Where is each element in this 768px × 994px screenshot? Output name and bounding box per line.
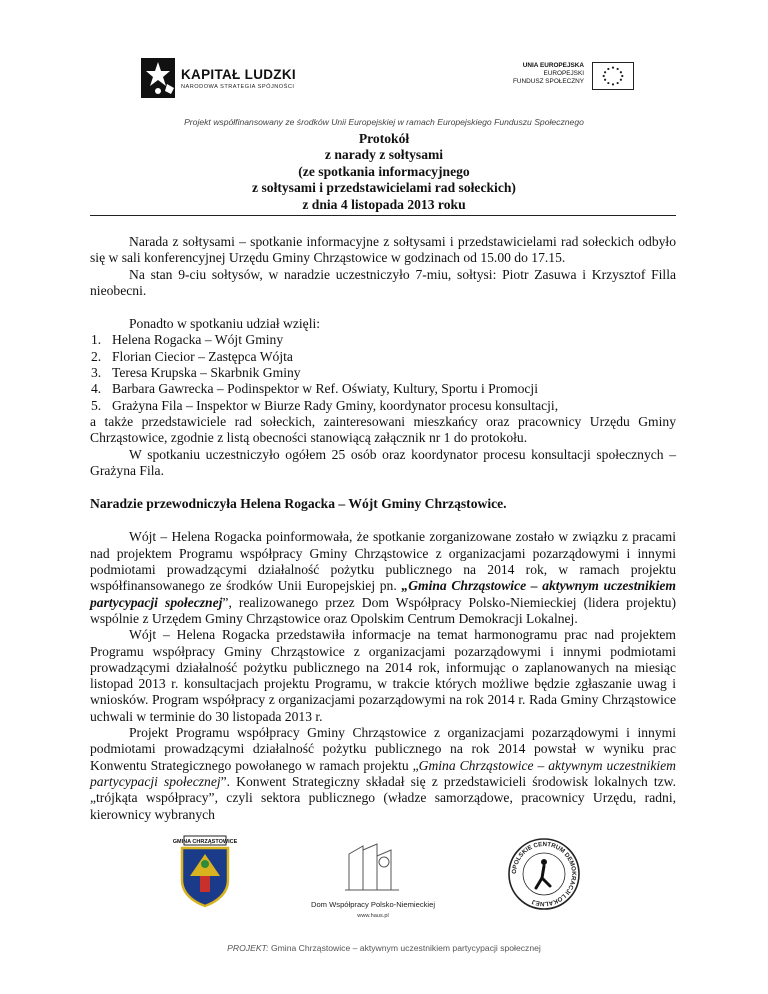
list-item: 5. Grażyna Fila – Inspektor w Biurze Rady Gminy, koordynator procesu konsultacji, [91,397,559,413]
footer-project-name: Gmina Chrząstowice – aktywnym uczestnikiem partycypacji społecznej [270,943,541,953]
title-line-2: z narady z sołtysami [324,147,444,163]
attendees-list [90,332,676,413]
paragraph-8: Projekt Programu współpracy Gminy Chrząstowice z organizacjami pozarządowymi i innymi podmiotami prowadzącymi działalność pożytku publicznego na rok 2014 powstał w wyniku prac Konwentu Strategicznego powołanego w ramach projektu „Gmina Chrząstowice – aktywnym uczestnikiem partycypacji społecznej”. Konwent Strategiczny składał się z przedstawicieli środowisk lokalnych tzw. „trójkąta współpracy”, czyli sektora publicznego (władze samorządowe, pracownicy Urzędu, radni, kierownicy wybranych [90,725,676,822]
seal-label: OPOLSKIE CENTRUM DEMOKRACJI LOKALNEJ [510,840,578,908]
dom-wspolpracy-logo [298,840,448,930]
cofinance-note: Projekt współfinansowany ze środków Unii Europejskiej w ramach Europejskiego Funduszu Społecznego [184,117,584,127]
crest-label: GMINA CHRZĄSTOWICE [172,839,238,845]
eu-logo [484,62,634,98]
eu-logo-text [513,62,584,87]
kapital-ludzki-subtitle: NARODOWA STRATEGIA SPÓJNOŚCI [181,84,295,90]
gmina-crest-icon [172,836,238,908]
eu-line-2: EUROPEJSKI [543,70,584,78]
document-title [0,131,768,213]
title-line-1: Protokół [358,131,410,146]
paragraph-4: a także przedstawiciele rad sołeckich, zainteresowani mieszkańcy oraz pracownicy Urzędu Gminy Chrząstowice, zgodnie z listą obecności stanowiącą załącznik nr 1 do protokołu. [90,413,676,446]
kapital-ludzki-title: KAPITAŁ LUDZKI [181,67,296,82]
project-name-italic: Gmina Chrząstowice – aktywnym uczestnikiem partycypacji społecznej [90,757,676,789]
dom-wspolpracy-www: www.haus.pl [357,913,389,919]
title-divider [90,215,676,216]
ocdl-seal-icon [506,836,582,912]
dom-wspolpracy-icon [343,840,401,894]
eu-flag-icon [592,62,634,90]
list-item: 2. Florian Ciecior – Zastępca Wójta [91,348,293,364]
title-line-5: z dnia 4 listopada 2013 roku [302,196,466,212]
document-body [90,223,676,823]
title-line-3: (ze spotkania informacyjnego [298,163,470,179]
paragraph-1: Narada z sołtysami – spotkanie informacyjne z sołtysami i przedstawicielami rad sołeckich odbyło się w sali konferencyjnej Urzędu Gminy Chrząstowice w godzinach od 15.00 do 17.15. [90,234,676,266]
list-item: 3. Teresa Krupska – Skarbnik Gminy [91,365,301,381]
kapital-ludzki-icon [141,58,175,98]
paragraph-7: Wójt – Helena Rogacka przedstawiła informacje na temat harmonogramu prac nad projektem Programu współpracy Gminy Chrząstowice z organizacjami pozarządowymi i innymi podmiotami prowadzącymi działalność pożytku publicznego na 2014 rok, informując o zaplanowanych na miesiąc listopad 2013 r. konsultacjach projektu Programu, w trakcie których możliwe będzie zgłaszanie uwag i wniosków. Program współpracy z organizacjami pozarządowymi na rok 2014 r. Rada Gminy Chrząstowice uchwali w terminie do 30 listopada 2013 r. [90,627,676,724]
section-heading: Naradzie przewodniczyła Helena Rogacka – Wójt Gminy Chrząstowice. [90,496,507,512]
paragraph-3: Ponadto w spotkaniu udział wzięli: [129,316,321,332]
eu-line-3: FUNDUSZ SPOŁECZNY [512,78,584,86]
paragraph-5: W spotkaniu uczestniczyło ogółem 25 osób oraz koordynator procesu konsultacji społecznych – Grażyna Fila. [90,446,676,478]
paragraph-2: Na stan 9-ciu sołtysów, w naradzie uczestniczyło 7-miu, sołtysi: Piotr Zasuwa i Krzysztof Filla nieobecni. [90,266,676,298]
kapital-ludzki-logo [141,58,321,102]
dom-wspolpracy-name: Dom Współpracy Polsko-Niemieckiej [310,900,436,909]
list-item: 4. Barbara Gawrecka – Podinspektor w Ref. Oświaty, Kultury, Sportu i Promocji [91,381,538,397]
paragraph-6: Wójt – Helena Rogacka poinformowała, że spotkanie zorganizowane zostało w związku z pracami nad projektem Programu współpracy Gminy Chrząstowice z organizacjami pozarządowymi i innymi podmiotami prowadzącymi działalność pożytku publicznego na 2014 rok, w ramach projektu współfinansowanego ze środków Unii Europejskiej pn. „Gmina Chrząstowice – aktywnym uczestnikiem partycypacji społecznej”, realizowanego przez Dom Współpracy Polsko-Niemieckiej (lidera projektu) wspólnie z Urzędem Gminy Chrząstowice oraz Opolskim Centrum Demokracji Lokalnej. [90,529,676,626]
list-item: 1. Helena Rogacka – Wójt Gminy [91,332,284,348]
eu-line-1: UNIA EUROPEJSKA [522,62,584,69]
footer-project-label: PROJEKT: [227,943,269,953]
footer-project-line [0,943,768,953]
project-name-emphasis: „Gmina Chrząstowice – aktywnym uczestnikiem partycypacji społecznej [90,578,676,610]
title-line-4: z sołtysami i przedstawicielami rad sołeckich) [252,180,516,196]
